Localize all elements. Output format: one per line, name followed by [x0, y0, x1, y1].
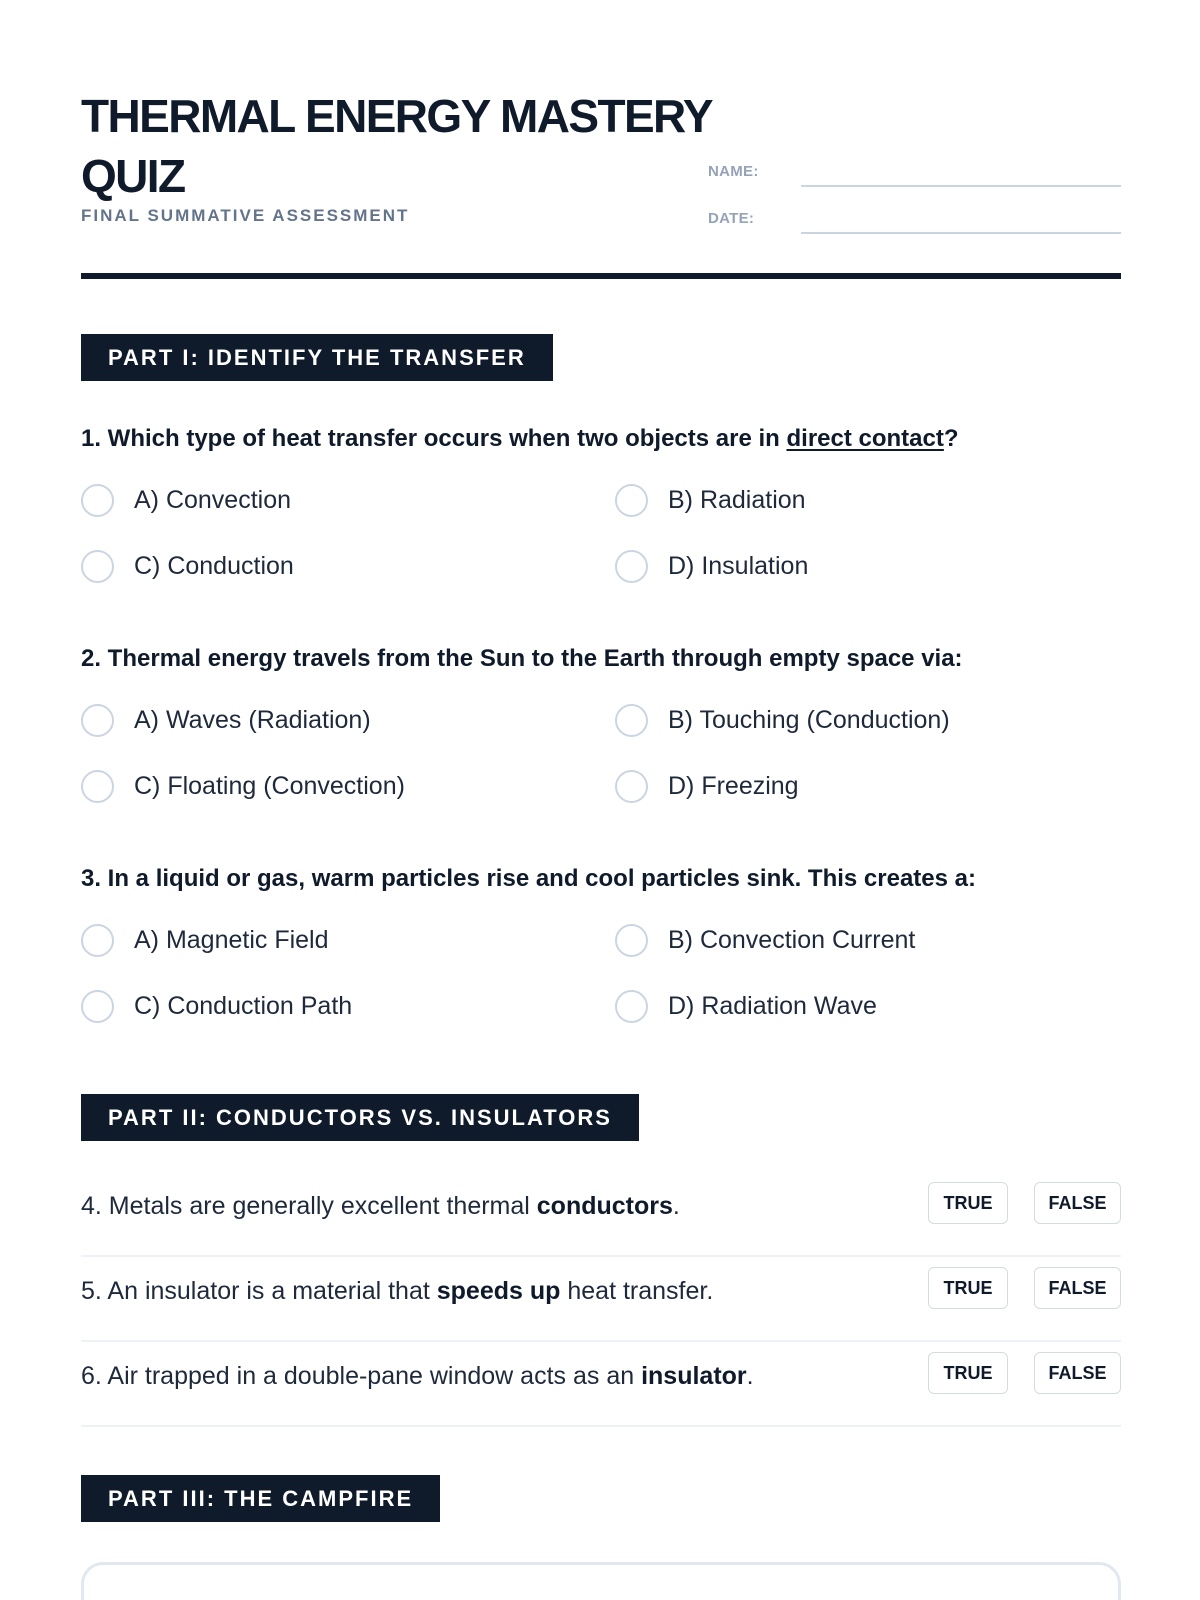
page-subtitle: FINAL SUMMATIVE ASSESSMENT	[81, 206, 410, 225]
q1-option-c[interactable]	[81, 548, 294, 584]
q2-option-b[interactable]	[615, 702, 950, 738]
option-label: A) Convection	[134, 485, 292, 514]
tf-row-5	[81, 1257, 1121, 1342]
radio-button[interactable]	[615, 484, 648, 517]
date-field[interactable]	[801, 232, 1121, 234]
question-3: 3. In a liquid or gas, warm particles rise and cool particles sink. This creates a:	[81, 865, 976, 892]
part-3-heading: PART III: THE CAMPFIRE	[81, 1475, 440, 1522]
radio-button[interactable]	[81, 704, 114, 737]
true-button[interactable]: TRUE	[928, 1352, 1008, 1394]
radio-button[interactable]	[81, 550, 114, 583]
q2-option-d[interactable]	[615, 768, 799, 804]
question-1-emphasis: direct contact	[786, 425, 944, 452]
false-button[interactable]: FALSE	[1034, 1352, 1121, 1394]
option-label: C) Conduction Path	[134, 991, 353, 1020]
quiz-header	[81, 80, 1121, 280]
option-label: A) Waves (Radiation)	[134, 705, 371, 734]
statement-text: 5. An insulator is a material that	[81, 1277, 437, 1305]
tf-row-6	[81, 1342, 1121, 1427]
q3-option-b[interactable]	[615, 922, 915, 958]
part-1-heading: PART I: IDENTIFY THE TRANSFER	[81, 334, 553, 381]
option-label: B) Radiation	[668, 485, 806, 514]
radio-button[interactable]	[615, 990, 648, 1023]
statement-keyword: insulator	[641, 1362, 747, 1390]
name-label: NAME:	[708, 163, 759, 180]
option-label: C) Floating (Convection)	[134, 771, 405, 800]
q3-option-a[interactable]	[81, 922, 329, 958]
radio-button[interactable]	[615, 924, 648, 957]
statement-4	[81, 1192, 680, 1221]
option-label: D) Freezing	[668, 771, 799, 800]
question-2: 2. Thermal energy travels from the Sun to the Earth through empty space via:	[81, 645, 963, 672]
q3-option-d[interactable]	[615, 988, 877, 1024]
question-1-text: 1. Which type of heat transfer occurs when two objects are in	[81, 425, 787, 452]
radio-button[interactable]	[615, 770, 648, 803]
name-field[interactable]	[801, 185, 1121, 187]
part-2-heading: PART II: CONDUCTORS VS. INSULATORS	[81, 1094, 639, 1141]
statement-text: .	[746, 1362, 754, 1390]
question-1-suffix: ?	[943, 425, 959, 452]
option-label: D) Radiation Wave	[668, 991, 877, 1020]
statement-text: .	[672, 1192, 680, 1220]
q2-option-a[interactable]	[81, 702, 371, 738]
option-label: B) Touching (Conduction)	[668, 705, 950, 734]
date-label: DATE:	[708, 210, 755, 227]
header-divider	[81, 273, 1121, 279]
true-button[interactable]: TRUE	[928, 1267, 1008, 1309]
option-label: C) Conduction	[134, 551, 294, 580]
statement-6	[81, 1362, 754, 1391]
false-button[interactable]: FALSE	[1034, 1182, 1121, 1224]
radio-button[interactable]	[81, 924, 114, 957]
radio-button[interactable]	[81, 990, 114, 1023]
radio-button[interactable]	[615, 550, 648, 583]
q1-option-d[interactable]	[615, 548, 808, 584]
option-label: D) Insulation	[668, 551, 809, 580]
true-button[interactable]: TRUE	[928, 1182, 1008, 1224]
option-label: A) Magnetic Field	[134, 925, 329, 954]
q1-option-a[interactable]	[81, 482, 291, 518]
false-button[interactable]: FALSE	[1034, 1267, 1121, 1309]
q1-option-b[interactable]	[615, 482, 806, 518]
statement-text: heat transfer.	[560, 1277, 714, 1305]
option-label: B) Convection Current	[668, 925, 916, 954]
radio-button[interactable]	[615, 704, 648, 737]
statement-keyword: conductors	[536, 1192, 673, 1220]
campfire-panel	[81, 1562, 1121, 1600]
statement-5	[81, 1277, 713, 1306]
statement-text: 6. Air trapped in a double-pane window acts as an	[81, 1362, 642, 1390]
radio-button[interactable]	[81, 484, 114, 517]
statement-text: 4. Metals are generally excellent thermal	[81, 1192, 537, 1220]
radio-button[interactable]	[81, 770, 114, 803]
page-title: THERMAL ENERGY MASTERY QUIZ	[81, 90, 712, 202]
q2-option-c[interactable]	[81, 768, 405, 804]
q3-option-c[interactable]	[81, 988, 352, 1024]
statement-keyword: speeds up	[436, 1277, 561, 1305]
tf-row-4	[81, 1172, 1121, 1257]
question-1	[81, 425, 959, 453]
